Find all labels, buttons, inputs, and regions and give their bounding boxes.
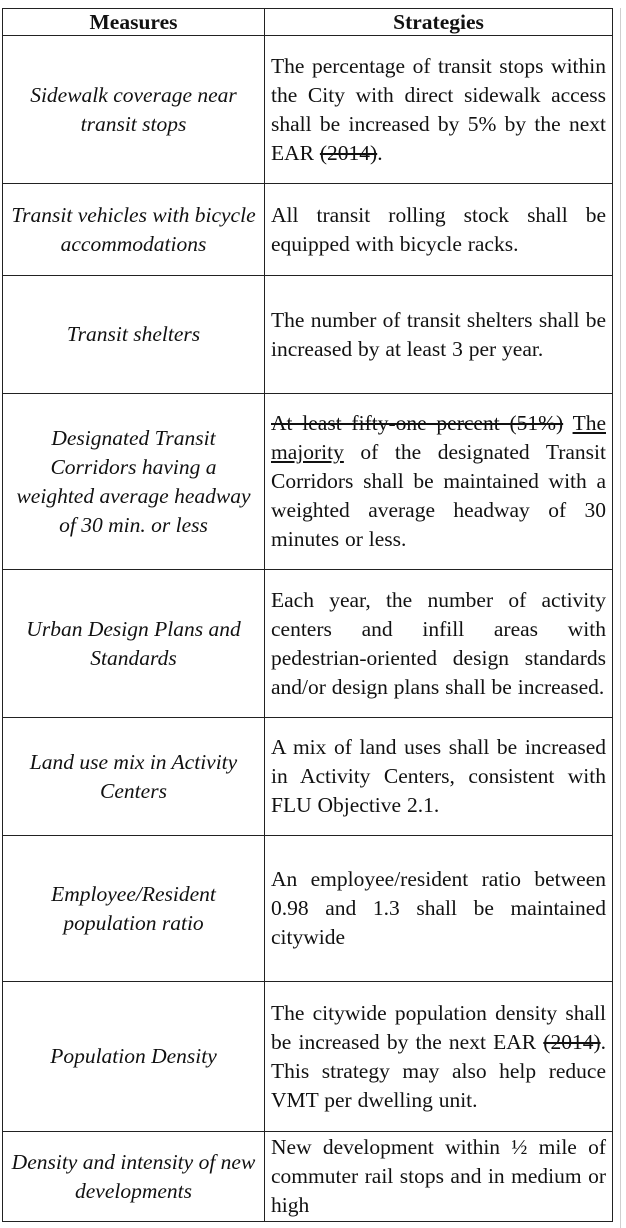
table-header-row bbox=[3, 9, 613, 36]
measure-cell: Density and intensity of new developments bbox=[3, 1132, 265, 1222]
deleted-text: At least fifty-one percent (51%) bbox=[271, 411, 564, 435]
table-row bbox=[3, 570, 613, 718]
table-row bbox=[3, 394, 613, 570]
measure-cell: Urban Design Plans and Standards bbox=[3, 570, 265, 718]
measure-cell: Land use mix in Activity Centers bbox=[3, 718, 265, 836]
measure-cell: Population Density bbox=[3, 982, 265, 1132]
strategy-text: A mix of land uses shall be increased in Activity Centers, consistent with FLU Objective 2.1. bbox=[271, 735, 606, 817]
strategy-text: . This strategy may also help reduce VMT per dwelling unit. bbox=[271, 1029, 606, 1112]
strategy-text: The citywide population density shall be increased by the next EAR bbox=[271, 1000, 606, 1054]
table-row bbox=[3, 184, 613, 276]
strategy-text: New development within ½ mile of commuter rail stops and in medium or high bbox=[271, 1135, 606, 1217]
strategy-cell bbox=[265, 718, 613, 836]
strategy-text: The percentage of transit stops within the City with direct sidewalk access shall be increased by 5% by the next EAR bbox=[271, 53, 606, 165]
table-row bbox=[3, 1132, 613, 1222]
inserted-text: The majority bbox=[271, 411, 606, 464]
strategy-cell bbox=[265, 394, 613, 570]
strategy-text: . bbox=[377, 140, 383, 165]
strategy-cell bbox=[265, 1132, 613, 1222]
header-measures: Measures bbox=[3, 9, 265, 36]
strategy-text: An employee/resident ratio between 0.98 and 1.3 shall be maintained citywide bbox=[271, 867, 606, 949]
table-row bbox=[3, 276, 613, 394]
header-strategies: Strategies bbox=[265, 9, 613, 36]
strategy-text: Each year, the number of activity centers and infill areas with pedestrian-oriented design standards and/or design plans shall be increased. bbox=[271, 587, 606, 699]
table-row bbox=[3, 36, 613, 184]
table-row bbox=[3, 718, 613, 836]
table-row bbox=[3, 982, 613, 1132]
strategy-text bbox=[563, 411, 572, 435]
measure-cell: Sidewalk coverage near transit stops bbox=[3, 36, 265, 184]
strategy-cell bbox=[265, 184, 613, 276]
measure-cell: Transit vehicles with bicycle accommodations bbox=[3, 184, 265, 276]
table-row bbox=[3, 836, 613, 982]
deleted-text: (2014) bbox=[543, 1029, 601, 1054]
measure-cell: Designated Transit Corridors having a weighted average headway of 30 min. or less bbox=[3, 394, 265, 570]
deleted-text: (2014) bbox=[319, 140, 378, 165]
strategy-text: of the designated Transit Corridors shall be maintained with a weighted average headway of 30 minutes or less. bbox=[271, 440, 606, 551]
strategy-text: The number of transit shelters shall be increased by at least 3 per year. bbox=[271, 307, 606, 361]
page-edge-line bbox=[620, 8, 621, 1228]
strategy-cell bbox=[265, 570, 613, 718]
measure-cell: Employee/Resident population ratio bbox=[3, 836, 265, 982]
measures-strategies-table bbox=[2, 8, 613, 1222]
strategy-cell bbox=[265, 836, 613, 982]
strategy-cell bbox=[265, 36, 613, 184]
strategy-text: All transit rolling stock shall be equipped with bicycle racks. bbox=[271, 202, 606, 256]
strategy-cell bbox=[265, 276, 613, 394]
strategy-cell bbox=[265, 982, 613, 1132]
measure-cell: Transit shelters bbox=[3, 276, 265, 394]
